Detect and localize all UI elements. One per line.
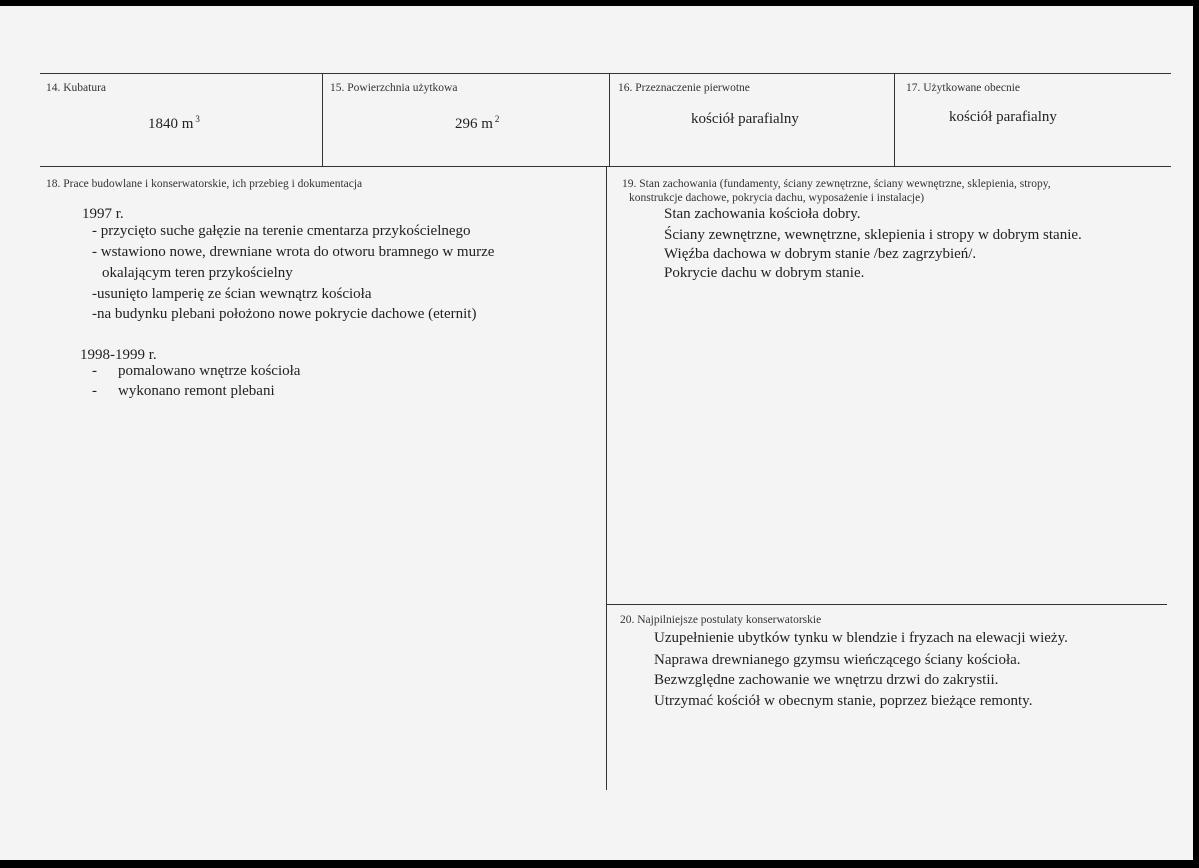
powierzchnia-label: 15. Powierzchnia użytkowa <box>330 82 458 94</box>
postulaty-line: Utrzymać kościół w obecnym stanie, poprzez bieżące remonty. <box>654 693 1033 709</box>
prace-item: - wstawiono nowe, drewniane wrota do otworu bramnego w murze <box>92 244 495 260</box>
powierzchnia-unit-exponent: 2 <box>494 114 500 124</box>
prace-item: - przycięto suche gałęzie na terenie cmentarza przykościelnego <box>92 223 471 239</box>
prace-label: 18. Prace budowlane i konserwatorskie, ich przebieg i dokumentacja <box>46 178 363 190</box>
top-rule <box>40 73 1171 74</box>
postulaty-line: Uzupełnienie ubytków tynku w blendzie i fryzach na elewacji wieży. <box>654 630 1068 646</box>
prace-year-1997: 1997 r. <box>82 206 124 222</box>
prace-item-continuation: okalającym teren przykościelny <box>102 265 293 281</box>
przeznaczenie-label: 16. Przeznaczenie pierwotne <box>618 82 750 94</box>
divider-14-15 <box>322 73 323 166</box>
stan-line: Stan zachowania kościoła dobry. <box>664 206 861 222</box>
stan-label-line-1: 19. Stan zachowania (fundamenty, ściany zewnętrzne, ściany wewnętrzne, sklepienia, stropy, <box>622 178 1051 190</box>
uzytkowane-value: kościół parafialny <box>949 109 1057 125</box>
prace-item: wykonano remont plebani <box>118 383 275 399</box>
kubatura-unit-exponent: 3 <box>195 114 200 124</box>
prace-item: -usunięto lamperię ze ścian wewnątrz kościoła <box>92 286 372 302</box>
divider-18-19 <box>606 166 607 790</box>
prace-item: -na budynku plebani położono nowe pokrycie dachowe (eternit) <box>92 306 477 322</box>
rule-19-20 <box>606 604 1167 605</box>
stan-line: Więźba dachowa w dobrym stanie /bez zagrzybień/. <box>664 246 977 262</box>
stan-line: Ściany zewnętrzne, wewnętrzne, sklepienia i stropy w dobrym stanie. <box>664 227 1082 243</box>
stan-line: Pokrycie dachu w dobrym stanie. <box>664 265 865 281</box>
kubatura-label: 14. Kubatura <box>46 82 107 94</box>
powierzchnia-number: 296 m <box>455 116 493 132</box>
powierzchnia-value <box>455 110 499 133</box>
stan-label-line-2: konstrukcje dachowe, pokrycia dachu, wyposażenie i instalacje) <box>629 192 925 204</box>
postulaty-line: Naprawa drewnianego gzymsu wieńczącego ściany kościoła. <box>654 652 1021 668</box>
divider-16-17 <box>894 73 895 166</box>
przeznaczenie-value: kościół parafialny <box>691 111 799 127</box>
prace-bullet-dash: - <box>92 383 97 399</box>
form-sheet <box>0 6 1193 860</box>
prace-item: pomalowano wnętrze kościoła <box>118 363 301 379</box>
uzytkowane-label: 17. Użytkowane obecnie <box>906 82 1021 94</box>
kubatura-value <box>148 110 200 133</box>
postulaty-line: Bezwzględne zachowanie we wnętrzu drzwi do zakrystii. <box>654 672 999 688</box>
divider-15-16 <box>609 73 610 166</box>
kubatura-number: 1840 m <box>148 116 194 132</box>
postulaty-label: 20. Najpilniejsze postulaty konserwatorskie <box>620 614 822 626</box>
prace-bullet-dash: - <box>92 363 97 379</box>
prace-year-1998-1999: 1998-1999 r. <box>80 347 157 363</box>
